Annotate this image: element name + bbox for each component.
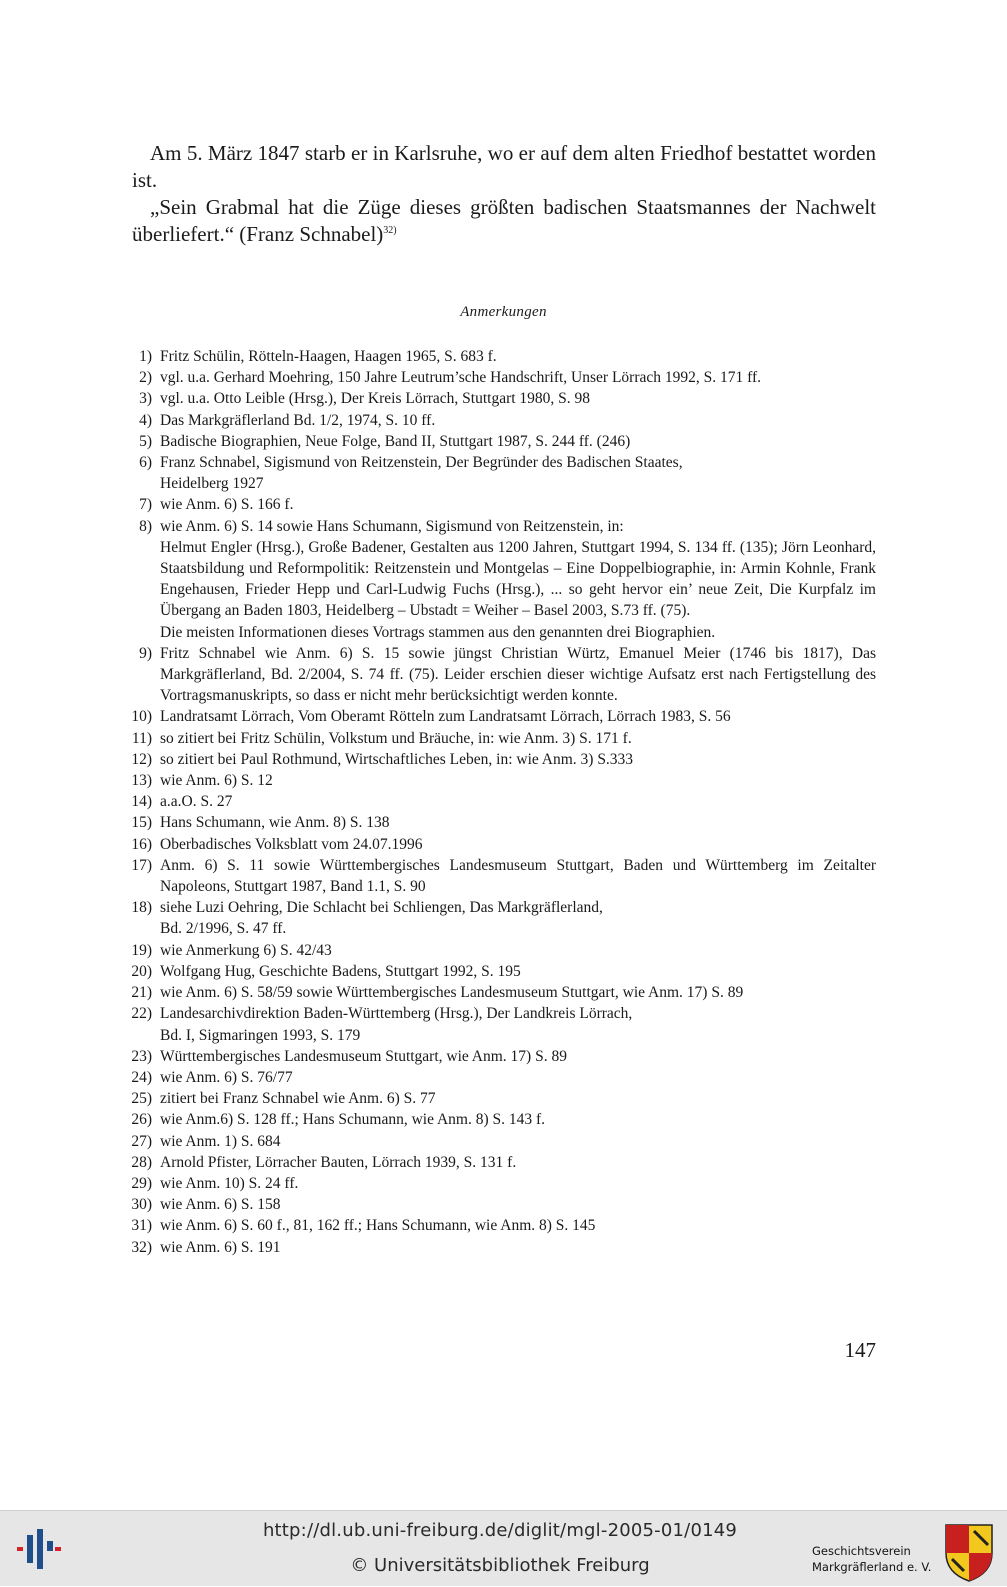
note-number: 6) [139,454,152,472]
note-item [128,791,876,812]
note-number: 16) [131,835,152,853]
note-item [128,367,876,388]
note-line: wie Anm. 6) S. 191 [160,1238,281,1256]
note-number: 20) [131,962,152,980]
note-line: Landesarchivdirektion Baden-Württemberg (Hrsg.), Der Landkreis Lörrach, [160,1005,633,1023]
note-number: 5) [139,432,152,450]
note-item [128,1237,876,1258]
note-line: wie Anm. 6) S. 76/77 [160,1068,293,1086]
footer-url-link[interactable]: http://dl.ub.uni-freiburg.de/diglit/mgl-2005-01/0149 [262,1520,738,1541]
coat-of-arms-icon[interactable] [944,1523,994,1583]
note-number: 1) [139,348,152,365]
note-line: wie Anm. 6) S. 60 f., 81, 162 ff.; Hans Schumann, wie Anm. 8) S. 145 [160,1217,596,1235]
note-text [160,855,876,897]
note-text [160,1088,876,1109]
note-item [128,431,876,452]
note-text [160,1194,876,1215]
note-item [128,516,876,643]
note-number: 29) [131,1174,152,1192]
note-line: Hans Schumann, wie Anm. 8) S. 138 [160,814,390,832]
note-text [160,494,876,515]
note-text [160,961,876,982]
note-item [128,855,876,897]
note-number: 30) [131,1196,152,1214]
society-name [812,1543,932,1575]
note-line: Landratsamt Lörrach, Vom Oberamt Rötteln zum Landratsamt Lörrach, Lörrach 1983, S. 56 [160,708,731,726]
note-item [128,982,876,1003]
note-item [128,749,876,770]
note-item [128,1194,876,1215]
note-number: 7) [139,496,152,514]
note-number: 4) [139,411,152,429]
note-text [160,728,876,749]
note-text [160,706,876,727]
note-line: wie Anm. 1) S. 684 [160,1132,281,1150]
quote-text: „Sein Grabmal hat die Züge dieses größten badischen Staatsmannes der Nachwelt überliefert.“ (Franz Schnabel) [132,195,876,246]
note-text [160,770,876,791]
note-item [128,1215,876,1236]
note-text [160,1237,876,1258]
ub-freiburg-logo-icon[interactable] [14,1525,62,1573]
note-text [160,1046,876,1067]
note-line: so zitiert bei Paul Rothmund, Wirtschaftliches Leben, in: wie Anm. 3) S.333 [160,750,634,768]
note-line: Franz Schnabel, Sigismund von Reitzenstein, Der Begründer des Badischen Staates, [160,454,683,472]
note-text [160,1131,876,1152]
note-line: wie Anm. 6) S. 12 [160,772,273,790]
note-line: Bd. 2/1996, S. 47 ff. [160,920,287,938]
note-line: wie Anmerkung 6) S. 42/43 [160,941,332,959]
note-number: 15) [131,814,152,832]
note-number: 21) [131,984,152,1002]
note-text [160,516,876,643]
notes-heading: Anmerkungen [460,304,547,320]
note-text [160,791,876,812]
society-line-2: Markgräflerland e. V. [812,1560,932,1574]
note-number: 10) [131,708,152,726]
note-line: Bd. I, Sigmaringen 1993, S. 179 [160,1026,361,1044]
note-line: Fritz Schnabel wie Anm. 6) S. 15 sowie jüngst Christian Würtz, Emanuel Meier (1746 bis 1817), Das Markgräflerland, Bd. 2/2004, S. 74 ff. (75). Leider erschien dieser wichtige Aufsatz erst nach Fertigstellung des Vortragsmanuskripts, so dass er nicht mehr berücksichtigt werden konnte. [160,644,876,705]
note-line: wie Anm.6) S. 128 ff.; Hans Schumann, wie Anm. 8) S. 143 f. [160,1111,546,1129]
note-item [128,812,876,833]
note-number: 2) [139,369,152,387]
note-text [160,897,876,939]
note-item [128,940,876,961]
note-item [128,410,876,431]
note-text [160,982,876,1003]
note-line: zitiert bei Franz Schnabel wie Anm. 6) S. 77 [160,1090,436,1108]
note-text [160,1003,876,1045]
note-text [160,1152,876,1173]
note-item [128,388,876,409]
note-line: wie Anm. 6) S. 58/59 sowie Württembergisches Landesmuseum Stuttgart, wie Anm. 17) S. 89 [160,984,744,1002]
note-number: 25) [131,1090,152,1108]
note-item [128,1067,876,1088]
note-text [160,834,876,855]
note-item [128,1046,876,1067]
note-line: vgl. u.a. Otto Leible (Hrsg.), Der Kreis Lörrach, Stuttgart 1980, S. 98 [160,390,591,408]
note-text [160,812,876,833]
note-line: Anm. 6) S. 11 sowie Württembergisches Landesmuseum Stuttgart, Baden und Württemberg im Zeitalter Napoleons, Stuttgart 1987, Band 1.1, S. 90 [160,856,876,896]
page-number: 147 [844,1338,876,1362]
note-number: 32) [131,1238,152,1256]
body-paragraph-2 [132,194,876,248]
note-text [160,410,876,431]
note-line: Badische Biographien, Neue Folge, Band II, Stuttgart 1987, S. 244 ff. (246) [160,432,631,450]
body-paragraph-1: Am 5. März 1847 starb er in Karlsruhe, wo er auf dem alten Friedhof bestattet worden ist. [132,141,876,192]
note-text [160,1067,876,1088]
note-text [160,749,876,770]
note-item [128,770,876,791]
note-line: Heidelberg 1927 [160,475,264,493]
note-text [160,1109,876,1130]
note-number: 9) [139,644,152,662]
note-item [128,728,876,749]
note-text [160,431,876,452]
note-number: 3) [139,390,152,408]
note-text [160,1173,876,1194]
note-line: Das Markgräflerland Bd. 1/2, 1974, S. 10 ff. [160,411,436,429]
note-line: Wolfgang Hug, Geschichte Badens, Stuttgart 1992, S. 195 [160,962,521,980]
note-item [128,643,876,707]
note-line: a.a.O. S. 27 [160,793,233,811]
note-number: 11) [131,729,152,747]
note-text [160,346,876,367]
footer-copyright: © Universitätsbibliothek Freiburg [350,1555,650,1576]
note-item [128,1131,876,1152]
note-line: Arnold Pfister, Lörracher Bauten, Lörrach 1939, S. 131 f. [160,1153,517,1171]
note-item [128,1109,876,1130]
note-line: wie Anm. 6) S. 166 f. [160,496,294,514]
note-number: 26) [131,1111,152,1129]
note-line: wie Anm. 6) S. 14 sowie Hans Schumann, Sigismund von Reitzenstein, in: [160,517,624,535]
note-line: Oberbadisches Volksblatt vom 24.07.1996 [160,835,423,853]
note-text [160,940,876,961]
note-text [160,643,876,707]
note-number: 22) [131,1005,152,1023]
note-number: 24) [131,1068,152,1086]
note-text [160,452,876,494]
note-number: 13) [131,772,152,790]
society-line-1: Geschichtsverein [812,1544,911,1558]
note-line: vgl. u.a. Gerhard Moehring, 150 Jahre Leutrum’sche Handschrift, Unser Lörrach 1992, S. 171 ff. [160,369,762,387]
note-text [160,1215,876,1236]
note-number: 19) [131,941,152,959]
note-item [128,1173,876,1194]
note-number: 27) [131,1132,152,1150]
note-number: 31) [131,1217,152,1235]
note-number: 17) [131,856,152,874]
note-item [128,897,876,939]
note-number: 12) [131,750,152,768]
note-text [160,388,876,409]
note-item [128,834,876,855]
note-number: 14) [131,793,152,811]
footnote-ref-32: 32) [383,225,397,236]
note-item [128,494,876,515]
footer-bar [0,1510,1007,1586]
note-number: 28) [131,1153,152,1171]
note-line: Württembergisches Landesmuseum Stuttgart, wie Anm. 17) S. 89 [160,1047,567,1065]
notes-list [128,346,876,1258]
note-line: so zitiert bei Fritz Schülin, Volkstum und Bräuche, in: wie Anm. 3) S. 171 f. [160,729,632,747]
note-line: Die meisten Informationen dieses Vortrags stammen aus den genannten drei Biographien. [160,623,716,641]
note-item [128,706,876,727]
note-item [128,1003,876,1045]
note-line: siehe Luzi Oehring, Die Schlacht bei Schliengen, Das Markgräflerland, [160,899,603,917]
note-line: wie Anm. 10) S. 24 ff. [160,1174,299,1192]
note-item [128,1088,876,1109]
note-item [128,452,876,494]
note-line: wie Anm. 6) S. 158 [160,1196,281,1214]
note-item [128,346,876,367]
note-number: 8) [139,517,152,535]
note-item [128,961,876,982]
note-line: Fritz Schülin, Rötteln-Haagen, Haagen 1965, S. 683 f. [160,348,497,365]
note-line: Helmut Engler (Hrsg.), Große Badener, Gestalten aus 1200 Jahren, Stuttgart 1994, S. 134 ff. (135); Jörn Leonhard, Staatsbildung und Reformpolitik: Reitzenstein und Montgelas – Eine Doppelbiographie, in: Armin Kohnle, Frank Engehausen, Frieder Hepp und Carl-Ludwig Fuchs (Hrsg.), ... so geht hervor ein’ neue Zeit, Die Kurpfalz im Übergang an Baden 1803, Heidelberg – Ubstadt = Weiher – Basel 2003, S.73 ff. (75). [160,538,876,620]
note-number: 18) [131,899,152,917]
body-text [132,140,876,248]
note-text [160,367,876,388]
note-item [128,1152,876,1173]
note-number: 23) [131,1047,152,1065]
